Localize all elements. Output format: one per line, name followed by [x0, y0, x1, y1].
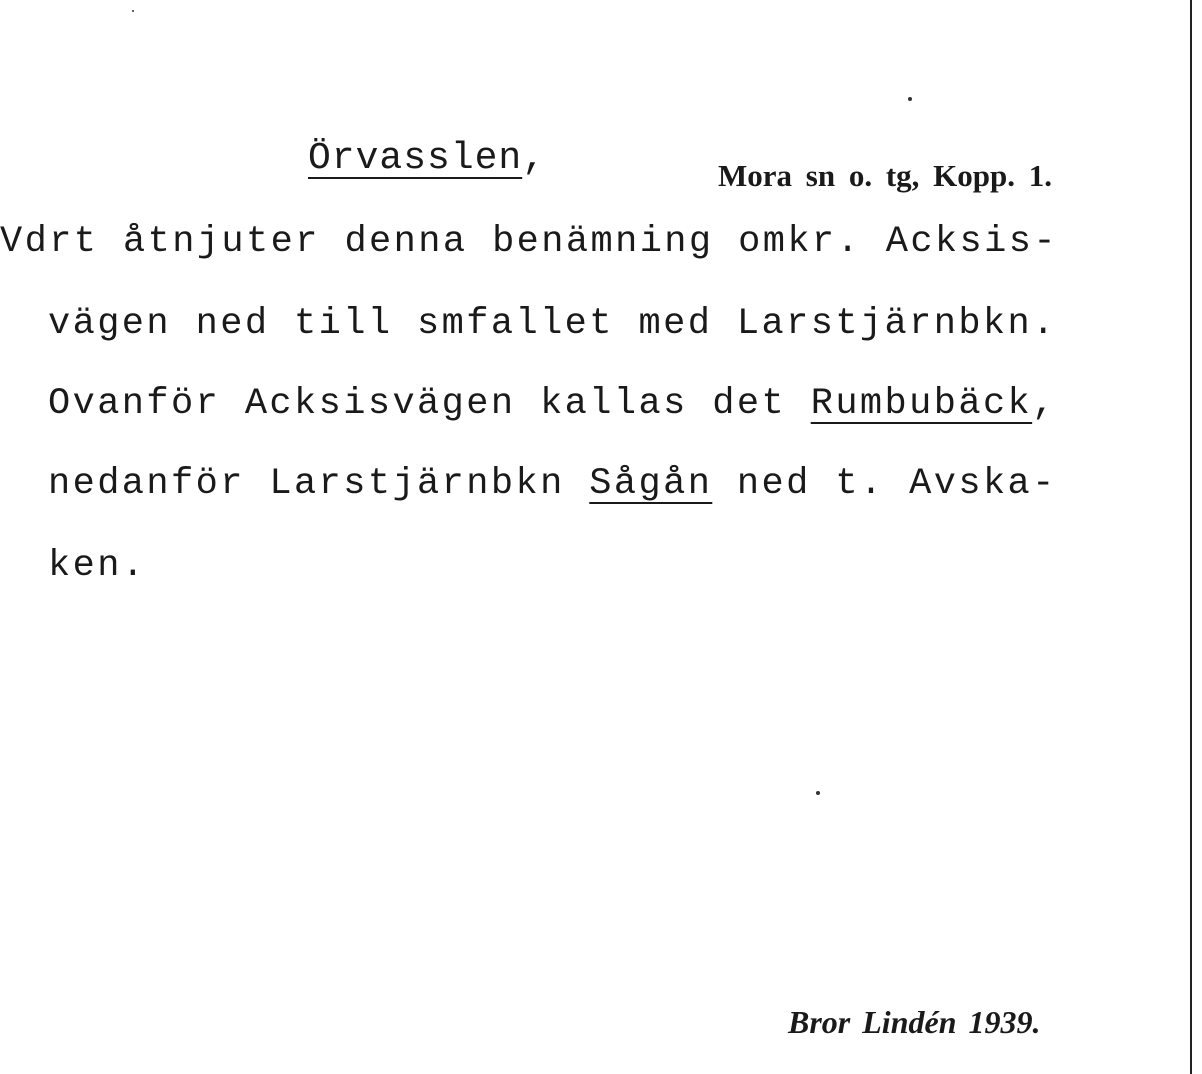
body-line-4-text: nedanför Larstjärnbkn — [48, 463, 590, 505]
headword-heading — [308, 137, 547, 180]
body-line-2 — [48, 303, 1057, 345]
place-name-rumbuback: Rumbubäck — [810, 383, 1033, 425]
body-line-1 — [0, 221, 1058, 263]
body-line-1-text: Vdrt åtnjuter denna benämning omkr. Acksis- — [0, 221, 1058, 263]
body-line-4 — [48, 463, 1057, 505]
headword-comma: , — [522, 137, 547, 180]
body-line-3 — [48, 383, 1057, 425]
parish-reference: Mora sn o. tg, Kopp. 1. — [718, 158, 1052, 193]
scan-speck — [908, 97, 912, 101]
body-line-2-text: vägen ned till smfallet med Larstjärnbkn. — [48, 303, 1057, 345]
headword-text: Örvasslen — [308, 137, 523, 180]
scan-speck — [816, 791, 820, 795]
place-name-sagan: Sågån — [589, 463, 713, 505]
card-edge-line — [1190, 0, 1192, 1074]
author-signature: Bror Lindén 1939. — [788, 1004, 1041, 1040]
body-line-4-tail: ned t. Avska- — [712, 463, 1057, 505]
body-line-5 — [48, 545, 147, 587]
body-line-3-text: Ovanför Acksisvägen kallas det — [48, 383, 811, 425]
body-line-3-punct: , — [1032, 383, 1057, 425]
body-line-5-text: ken. — [48, 545, 147, 587]
scan-speck — [132, 10, 134, 12]
